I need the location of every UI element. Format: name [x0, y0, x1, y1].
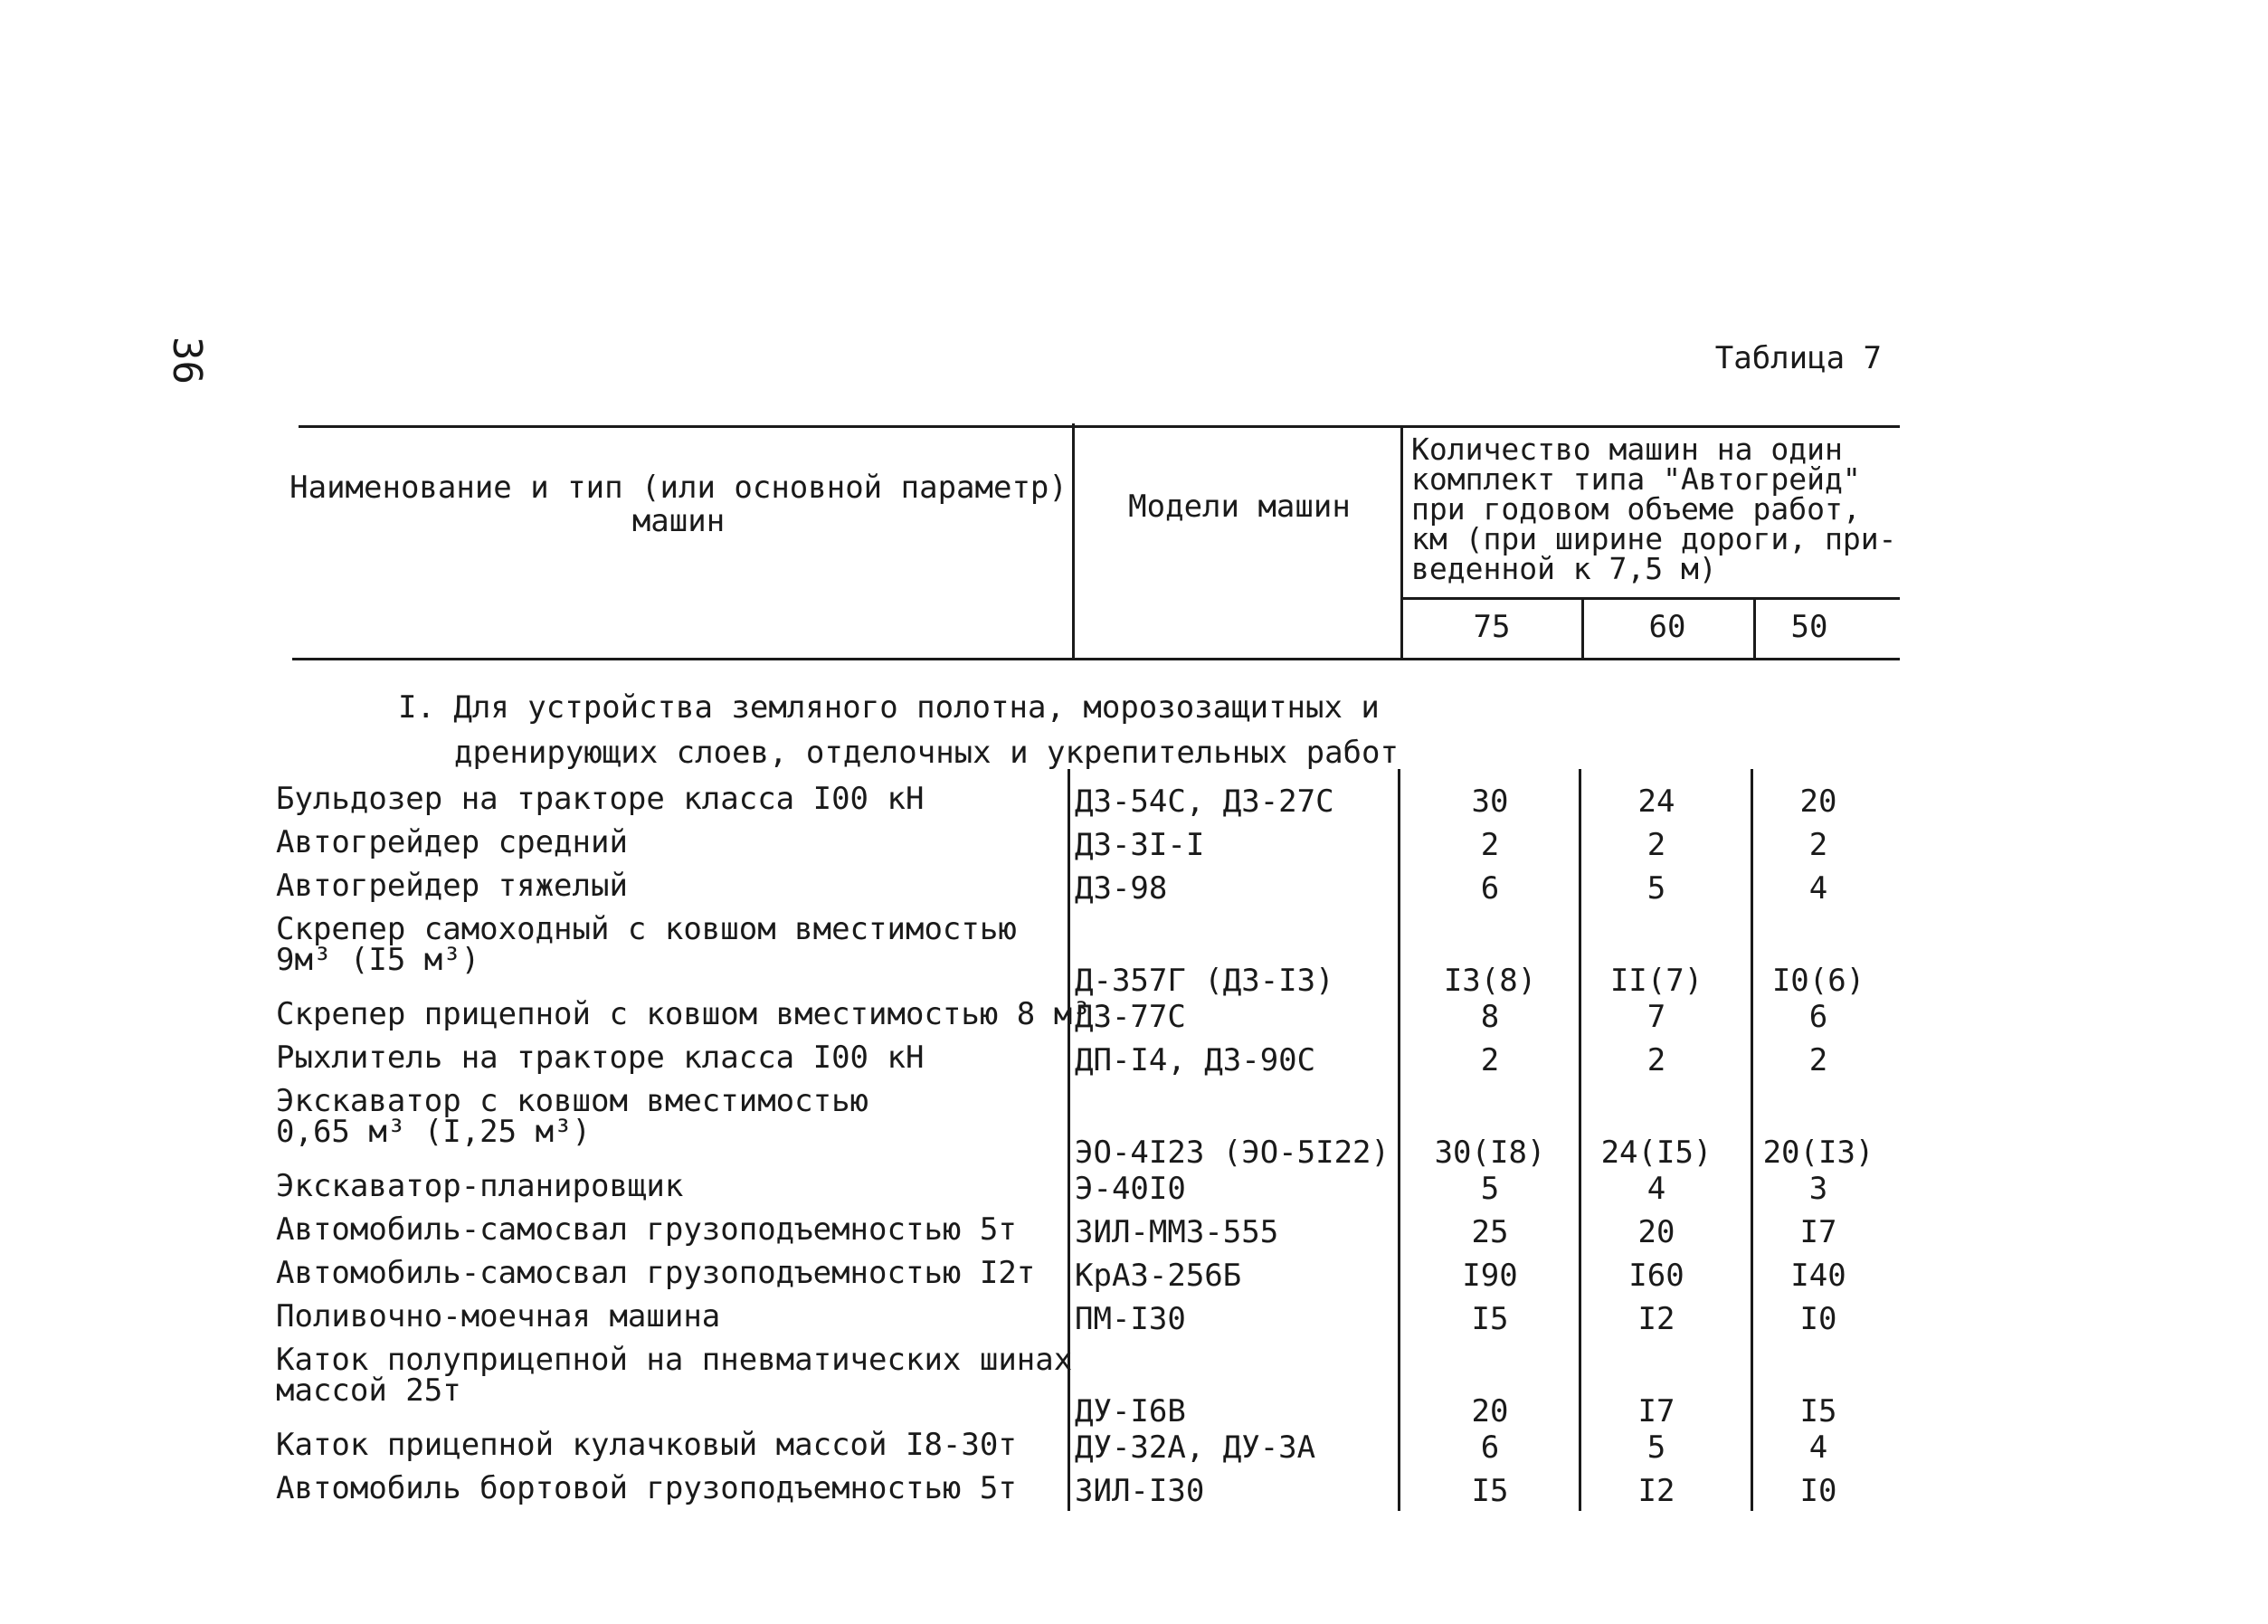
qty-50: I0 [1799, 1473, 1837, 1509]
table-row [0, 781, 2268, 827]
table-row [0, 1344, 2268, 1429]
machine-model: ДЗ-3I-I [1075, 827, 1205, 863]
machine-name-line: Автомобиль-самосвал грузоподъемностью I2т [276, 1255, 1036, 1291]
header-qty-line: веденной к 7,5 м) [1411, 551, 1717, 586]
qty-75: 2 [1480, 827, 1500, 863]
qty-75: 8 [1480, 999, 1500, 1035]
qty-50: I40 [1790, 1258, 1846, 1294]
table-row [0, 1083, 2268, 1171]
qty-50: 4 [1808, 870, 1828, 907]
subheader-75: 75 [1473, 609, 1511, 645]
qty-75: 20 [1471, 1393, 1509, 1429]
machine-name-line: Каток прицепной кулачковый массой I8-30т [276, 1427, 1017, 1463]
qty-75: 2 [1480, 1042, 1500, 1078]
table-row [0, 1255, 2268, 1301]
machine-name [276, 996, 1091, 1032]
machine-model: ДЗ-98 [1075, 870, 1168, 907]
machine-name-line: Каток полуприцепной на пневматических шинах [276, 1342, 1073, 1378]
qty-60: 2 [1646, 1042, 1666, 1078]
header-qty-line: при годовом объеме работ, [1411, 491, 1861, 527]
machine-model: Э-40I0 [1075, 1171, 1186, 1207]
qty-50: 2 [1808, 1042, 1828, 1078]
machine-model: ДУ-I6В [1075, 1393, 1186, 1429]
table-body [0, 781, 2268, 1516]
qty-75: I90 [1462, 1258, 1518, 1294]
machine-name [276, 1040, 1072, 1076]
table-row [0, 870, 2268, 914]
machine-name [276, 1427, 1072, 1463]
machine-model: ПМ-I30 [1075, 1301, 1186, 1337]
qty-60: 5 [1646, 1429, 1666, 1466]
table-row [0, 824, 2268, 870]
machine-name-line: Экскаватор-планировщик [276, 1168, 684, 1204]
qty-50: 2 [1808, 827, 1828, 863]
header-name-line: машин [631, 503, 726, 539]
qty-50: 20 [1799, 784, 1837, 820]
table-row [0, 1298, 2268, 1344]
header-bottom-rule [292, 658, 1900, 660]
table-row [0, 1042, 2268, 1086]
header-models-column: Модели машин [1128, 489, 1351, 525]
header-name-line: Наименование и тип (или основной параметр) [289, 470, 1068, 506]
table-row [0, 1470, 2268, 1516]
machine-name [276, 781, 1072, 817]
machine-name-line: Автомобиль-самосвал грузоподъемностью 5т [276, 1211, 1017, 1248]
machine-name-line: Экскаватор с ковшом вместимостью [276, 1083, 869, 1119]
qty-50: I5 [1799, 1393, 1837, 1429]
qty-60: 7 [1646, 999, 1666, 1035]
machine-model: ДЗ-54С, ДЗ-27С [1075, 784, 1334, 820]
machine-model: КрАЗ-256Б [1075, 1258, 1242, 1294]
page-number: 36 [164, 337, 210, 385]
qty-75: 6 [1480, 870, 1500, 907]
qty-75: I5 [1471, 1301, 1509, 1337]
qty-60: 24 [1637, 784, 1675, 820]
machine-model: ЭО-4I23 (ЭО-5I22) [1075, 1135, 1390, 1171]
machine-name [276, 824, 1072, 860]
qty-75: 30 [1471, 784, 1509, 820]
column-divider-models [1072, 423, 1075, 660]
table-row [0, 911, 2268, 999]
qty-60: 4 [1646, 1171, 1666, 1207]
machine-name [276, 1083, 1072, 1150]
machine-model: ДЗ-77С [1075, 999, 1186, 1035]
qty-subheader-rule [1400, 597, 1900, 600]
table-caption: Таблица 7 [1714, 340, 1882, 376]
machine-name [276, 911, 1072, 978]
machine-name [276, 868, 1072, 904]
table-row [0, 996, 2268, 1042]
table-row [0, 1211, 2268, 1258]
machine-name-line: Автогрейдер средний [276, 824, 628, 860]
section-title-line: I. Для устройства земляного полотна, морозозащитных и [398, 689, 1380, 726]
qty-60: 5 [1646, 870, 1666, 907]
machine-name [276, 1211, 1072, 1248]
qty-75: 30(I8) [1434, 1135, 1546, 1171]
subheader-60: 60 [1648, 609, 1686, 645]
qty-60: I2 [1637, 1301, 1675, 1337]
machine-name-line: Автомобиль бортовой грузоподъемностью 5т [276, 1470, 1017, 1506]
qty-50: I0(6) [1771, 963, 1865, 999]
machine-name [276, 1168, 1072, 1204]
section-title-line: дренирующих слоев, отделочных и укрепительных работ [454, 735, 1399, 771]
machine-model: ЗИЛ-ММЗ-555 [1075, 1214, 1279, 1250]
qty-60: 2 [1646, 827, 1666, 863]
machine-name-line: 0,65 м³ (I,25 м³) [276, 1114, 591, 1150]
machine-name-line: Скрепер прицепной с ковшом вместимостью 8 м³ [276, 996, 1091, 1032]
machine-model: ДУ-32А, ДУ-3А [1075, 1429, 1316, 1466]
machine-name [276, 1470, 1072, 1506]
machine-name [276, 1342, 1073, 1409]
table-top-rule [299, 425, 1900, 428]
qty-60: I7 [1637, 1393, 1675, 1429]
machine-model: ДП-I4, ДЗ-90С [1075, 1042, 1316, 1078]
qty-60: 24(I5) [1600, 1135, 1713, 1171]
qty-50: 6 [1808, 999, 1828, 1035]
qty-50: I7 [1799, 1214, 1837, 1250]
machine-name-line: Поливочно-моечная машина [276, 1298, 721, 1334]
machine-name-line: Автогрейдер тяжелый [276, 868, 628, 904]
machine-name-line: Рыхлитель на тракторе класса I00 кН [276, 1040, 925, 1076]
qty-75: I5 [1471, 1473, 1509, 1509]
header-name-column [289, 471, 1068, 538]
header-qty-line: Количество машин на один [1411, 432, 1843, 467]
machine-name-line: массой 25т [276, 1372, 461, 1409]
machine-name-line: Скрепер самоходный с ковшом вместимостью [276, 911, 1017, 947]
subheader-50: 50 [1790, 609, 1828, 645]
qty-60: I60 [1628, 1258, 1684, 1294]
qty-75: 6 [1480, 1429, 1500, 1466]
qty-50: 4 [1808, 1429, 1828, 1466]
header-qty-line: комплект типа "Автогрейд" [1411, 461, 1861, 497]
machine-name-line: Бульдозер на тракторе класса I00 кН [276, 781, 925, 817]
qty-50: I0 [1799, 1301, 1837, 1337]
table-row [0, 1429, 2268, 1473]
qty-60: II(7) [1609, 963, 1703, 999]
machine-model: Д-357Г (ДЗ-I3) [1075, 963, 1334, 999]
qty-60: I2 [1637, 1473, 1675, 1509]
machine-name [276, 1255, 1072, 1291]
qty-75: 25 [1471, 1214, 1509, 1250]
machine-name-line: 9м³ (I5 м³) [276, 942, 480, 978]
machine-model: ЗИЛ-I30 [1075, 1473, 1205, 1509]
qty-60: 20 [1637, 1214, 1675, 1250]
header-quantity-column [1411, 434, 1896, 584]
table-row [0, 1168, 2268, 1214]
header-qty-line: км (при ширине дороги, при- [1411, 521, 1897, 556]
section-title [398, 685, 1399, 775]
qty-75: I3(8) [1443, 963, 1537, 999]
qty-75: 5 [1480, 1171, 1500, 1207]
machine-name [276, 1298, 1072, 1334]
column-divider-qty [1400, 425, 1403, 660]
qty-50: 3 [1808, 1171, 1828, 1207]
qty-50: 20(I3) [1762, 1135, 1874, 1171]
